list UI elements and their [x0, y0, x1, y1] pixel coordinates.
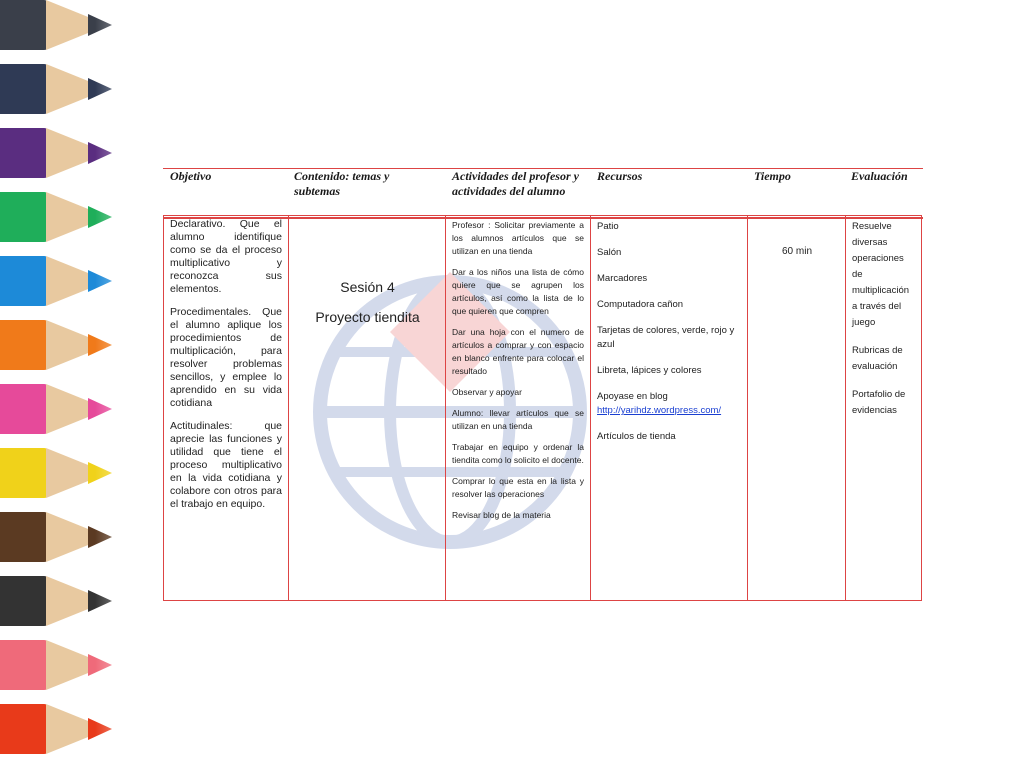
recursos-cell	[591, 216, 748, 600]
contenido-cell	[289, 216, 446, 600]
resource-item: Marcadores	[597, 273, 648, 284]
session-label: Sesión 4	[340, 279, 395, 295]
blog-link[interactable]: http://yarihdz.wordpress.com/	[597, 405, 722, 416]
objetivo-actitudinal: Actitudinales: que aprecie las funciones y utilidad que tiene el proceso multiplicativo en la vida cotidiana y colabore con otros para el trabajo en equipo.	[170, 420, 282, 510]
evaluation-item: Resuelve diversas operaciones de multiplicación a través del juego	[852, 221, 910, 328]
resource-item: Libreta, lápices y colores	[597, 365, 702, 376]
resource-item: Salón	[597, 247, 622, 258]
activity-item: Dar a los niños una lista de cómo quiere que se agrupen los artículos, así como la lista de lo que quieren que compren	[452, 267, 584, 316]
header-recursos: Recursos	[597, 169, 643, 183]
evaluation-item: Portafolio de evidencias	[852, 389, 906, 416]
resource-item: Artículos de tienda	[597, 431, 676, 442]
activity-item: Trabajar en equipo y ordenar la tiendita como lo solicito el docente.	[452, 442, 584, 465]
activity-item: Alumno: llevar artículos que se utilizan en una tienda	[452, 408, 584, 431]
topic-label: Proyecto tiendita	[315, 309, 420, 325]
blog-label: Apoyase en blog	[597, 391, 668, 402]
header-contenido: Contenido: temas y subtemas	[294, 169, 390, 198]
activity-item: Comprar lo que esta en la lista y resolver las operaciones	[452, 476, 584, 499]
planning-table	[163, 215, 922, 601]
activity-item: Dar una hoja con el numero de artículos a comprar y con espacio en blanco enfrente para colocar el resultado	[452, 327, 584, 376]
resource-item: Computadora cañon	[597, 299, 684, 310]
resource-item: Tarjetas de colores, verde, rojo y azul	[597, 325, 735, 350]
evaluation-item: Rubricas de evaluación	[852, 345, 903, 372]
tiempo-cell	[748, 216, 846, 600]
activity-item: Revisar blog de la materia	[452, 510, 551, 520]
time-value: 60 min	[781, 246, 812, 257]
objetivo-declarativo: Declarativo. Que el alumno identifique como se da el proceso multiplicativo y reconozca sus elementos.	[170, 218, 282, 295]
table-header-row	[163, 168, 923, 219]
evaluacion-cell	[846, 216, 921, 600]
objetivo-cell	[164, 216, 289, 600]
objetivo-procedimental: Procedimentales. Que el alumno aplique los procedimientos de multiplicación, para resolver problemas sencillos, y emplee lo aprendido en su vida cotidiana	[170, 306, 282, 409]
header-evaluacion: Evaluación	[851, 169, 908, 183]
activity-item: Profesor : Solicitar previamente a los alumnos artículos que se utilizan en una tienda	[452, 220, 584, 256]
activity-item: Observar y apoyar	[452, 387, 522, 397]
header-tiempo: Tiempo	[754, 169, 791, 183]
header-actividades: Actividades del profesor y actividades del alumno	[452, 169, 579, 198]
pencil-strip	[0, 0, 160, 768]
header-objetivo: Objetivo	[170, 169, 212, 183]
actividades-cell	[446, 216, 591, 600]
resource-item: Patio	[597, 221, 619, 232]
